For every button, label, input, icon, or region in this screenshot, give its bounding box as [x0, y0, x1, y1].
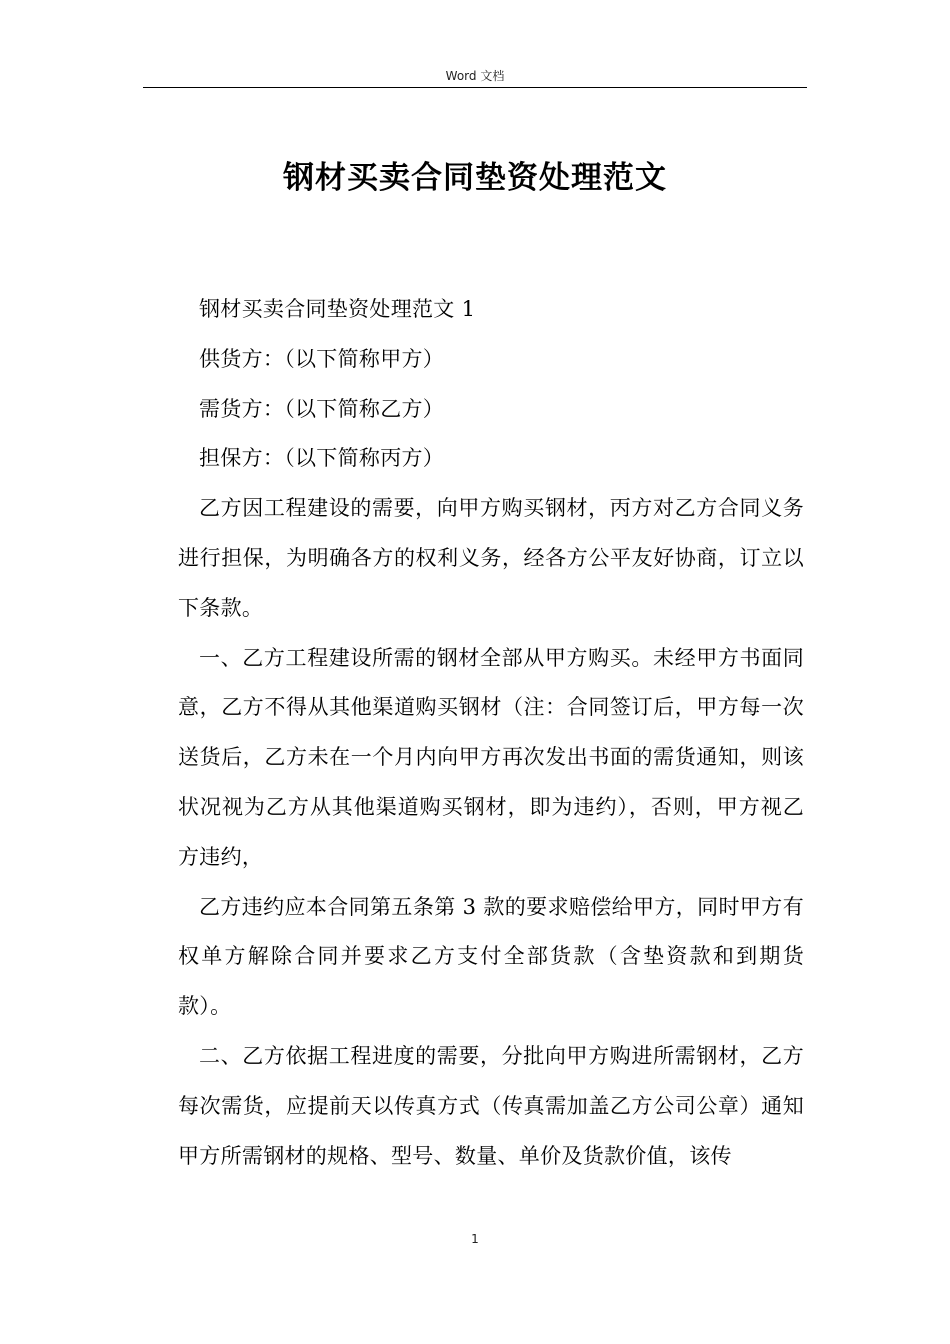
document-title: 钢材买卖合同垫资处理范文	[283, 160, 667, 196]
paragraph-buyer: 需货方：（以下简称乙方）	[199, 396, 445, 421]
page-header-label: Word 文档	[445, 69, 505, 83]
paragraph-preamble: 乙方因工程建设的需要，向甲方购买钢材，丙方对乙方合同义务进行担保，为明确各方的权利义务，经各方公平友好协商，订立以下条款。	[178, 496, 804, 620]
paragraph-supplier: 供货方：（以下简称甲方）	[199, 346, 445, 371]
paragraph-clause-1: 一、乙方工程建设所需的钢材全部从甲方购买。未经甲方书面同意，乙方不得从其他渠道购买钢材（注：合同签订后，甲方每一次送货后，乙方未在一个月内向甲方再次发出书面的需货通知，则该状况视为乙方从其他渠道购买钢材，即为违约），否则，甲方视乙方违约，	[178, 645, 804, 869]
paragraph-heading: 钢材买卖合同垫资处理范文 1	[199, 297, 476, 321]
header-divider	[143, 87, 807, 88]
paragraph-guarantor: 担保方：（以下简称丙方）	[199, 446, 445, 471]
document-body	[178, 285, 804, 1181]
page-number: 1	[471, 1232, 479, 1246]
paragraph-clause-2: 二、乙方依据工程进度的需要，分批向甲方购进所需钢材，乙方每次需货，应提前天以传真方式（传真需加盖乙方公司公章）通知甲方所需钢材的规格、型号、数量、单价及货款价值，该传	[178, 1043, 804, 1168]
paragraph-clause-1-continued: 乙方违约应本合同第五条第 3 款的要求赔偿给甲方，同时甲方有权单方解除合同并要求乙方支付全部货款（含垫资款和到期货款）。	[178, 894, 804, 1019]
